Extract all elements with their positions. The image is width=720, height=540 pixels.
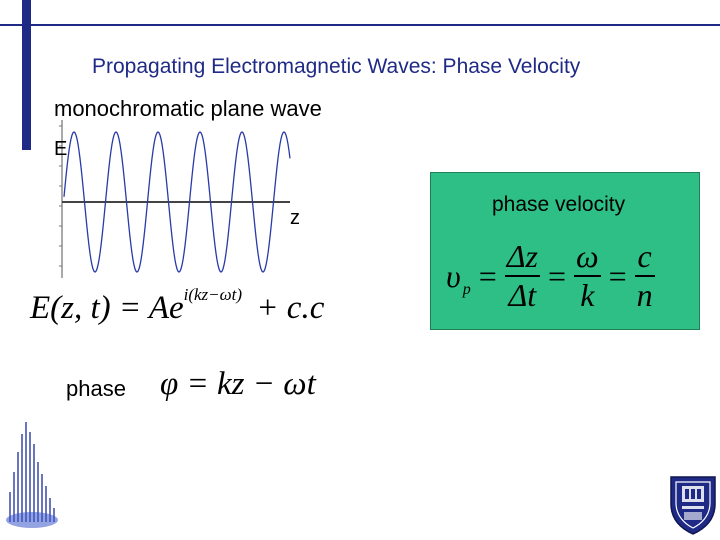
spectrum-base xyxy=(6,512,58,528)
field-equation-exponent: i(kz−ωt) xyxy=(183,285,243,304)
fraction-k: k xyxy=(580,277,595,313)
phase-label: phase xyxy=(66,376,126,401)
university-shield-logo xyxy=(668,474,718,536)
spectrum-logo xyxy=(4,418,64,530)
frame-horizontal-bar xyxy=(0,24,720,26)
fraction-dz: Δz xyxy=(505,238,540,277)
phase-velocity-subscript: p xyxy=(462,281,471,298)
fraction-n: n xyxy=(636,277,653,313)
equals-sign-3: = xyxy=(608,257,627,294)
fraction-dt: Δt xyxy=(508,277,537,313)
phase-velocity-equation xyxy=(446,238,655,314)
fraction-omega: ω xyxy=(574,238,601,277)
subtitle: monochromatic plane wave xyxy=(54,96,322,121)
fraction-omega-k xyxy=(574,238,601,314)
field-equation-tail: + c.c xyxy=(256,290,325,326)
field-equation-lhs: E(z, t) = Ae xyxy=(30,290,184,326)
equals-sign-2: = xyxy=(547,257,567,294)
phase-velocity-symbol: υ xyxy=(446,257,461,294)
equals-sign-1: = xyxy=(478,257,497,294)
slide-title: Propagating Electromagnetic Waves: Phase Velocity xyxy=(92,55,581,78)
fraction-c: c xyxy=(635,238,655,277)
plot-y-label: E xyxy=(54,138,68,160)
phase-equation: φ = kz − ωt xyxy=(160,366,316,402)
field-equation xyxy=(30,285,325,327)
frame-vertical-bar xyxy=(22,0,31,150)
phase-velocity-title: phase velocity xyxy=(492,193,626,216)
wave-plot xyxy=(50,118,310,283)
fraction-dz-dt xyxy=(505,238,540,314)
fraction-c-n xyxy=(635,238,655,314)
plot-x-label: z xyxy=(290,207,300,229)
